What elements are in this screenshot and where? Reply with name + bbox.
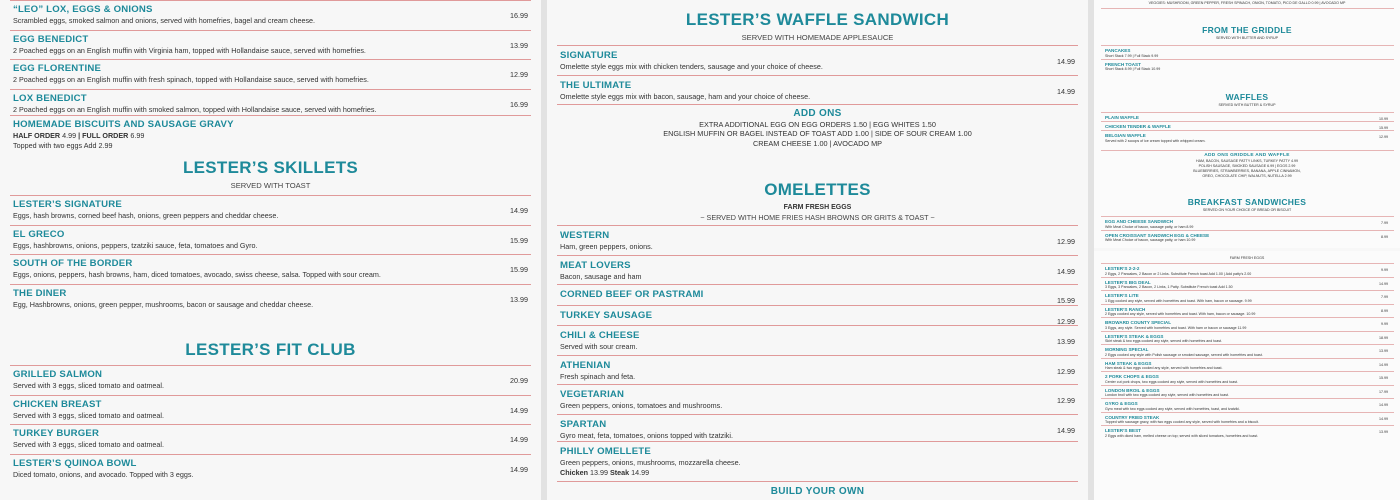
specialties-list — [0, 0, 541, 118]
item-price: 9.99 — [1381, 268, 1388, 272]
menu-item — [557, 325, 1078, 355]
menu-item — [557, 225, 1078, 255]
steak-price: 14.99 — [631, 468, 650, 477]
item-name: SIGNATURE — [560, 50, 618, 61]
menu-item — [557, 414, 1078, 444]
breakfast-sandwiches-list — [1094, 216, 1400, 243]
farm-fresh-subtitle: FARM FRESH EGGS — [1229, 256, 1265, 260]
lower-panel — [1094, 251, 1400, 500]
item-price: 14.99 — [510, 435, 528, 444]
item-price: 12.99 — [1379, 135, 1388, 139]
item-name: 2 PORK CHOPS & EGGS — [1105, 374, 1159, 379]
item-desc: Eggs, hash browns, corned beef hash, onions, green peppers and cheddar cheese. — [13, 211, 279, 220]
menu-item — [1101, 121, 1394, 130]
steak-label: Steak — [609, 468, 630, 477]
item-name: WESTERN — [560, 230, 610, 241]
menu-item — [1101, 304, 1394, 318]
item-desc: Center cut pork chops, two eggs cooked any style, served with homefries and toast. — [1105, 379, 1239, 384]
item-name: ATHENIAN — [560, 359, 611, 371]
item-name: LESTER’S QUINOA BOWL — [13, 457, 137, 469]
omelettes-subtitle-1: FARM FRESH EGGS — [783, 204, 852, 211]
eggs-list — [1094, 263, 1400, 439]
item-desc: 1 Egg cooked any style, served with homefries and toast. With ham, bacon or sausage. 9.99 — [1105, 298, 1252, 303]
item-price: 17.99 — [1379, 389, 1388, 394]
item-name: HOMEMADE BISCUITS AND SAUSAGE GRAVY — [13, 119, 234, 130]
menu-item — [557, 384, 1078, 414]
menu-item — [557, 255, 1078, 285]
item-price: 14.99 — [510, 206, 528, 215]
upper-panel — [1094, 0, 1400, 248]
item-price: 15.99 — [1379, 126, 1388, 130]
addons-griddle-title: ADD ONS GRIDDLE AND WAFFLE — [1204, 153, 1290, 158]
menu-item — [10, 284, 531, 314]
item-desc: Eggs, hashbrowns, onions, peppers, tzatziki sauce, feta, tomatoes and Gyro. — [13, 240, 258, 250]
menu-item — [10, 225, 531, 255]
item-desc: Green peppers, onions, tomatoes and mushrooms. — [560, 401, 723, 410]
item-name: TURKEY BURGER — [13, 428, 100, 439]
addons-line: HAM, BACON, SAUSAGE PATTY LINKS, TURKEY PATTY 4.99 — [1196, 159, 1298, 163]
item-desc: Served with 2 scoops of ice cream topped with whipped cream. — [1105, 138, 1206, 143]
item-desc: 2 Eggs cooked any style, served with homefries and toast. With ham, bacon or sausage. 10.99 — [1105, 312, 1256, 316]
menu-item — [1101, 398, 1394, 412]
item-name: LESTER’S LITE — [1105, 293, 1139, 298]
menu-item — [10, 454, 531, 484]
waffle-sandwich-subtitle: SERVED WITH HOMEMADE APPLESAUCE — [741, 33, 894, 42]
item-price: 16.99 — [510, 11, 528, 20]
addons-line: OREO, CHOCOLATE CHIP, WALNUTS, NUTELLA 2.99 — [1202, 174, 1292, 178]
menu-item — [10, 395, 531, 425]
item-price: 13.99 — [510, 40, 528, 50]
item-price: 14.99 — [1057, 57, 1075, 66]
item-name: LESTER’S RANCH — [1105, 306, 1146, 312]
item-desc: London broil with two eggs cooked any style, served with homefries and toast. — [1105, 393, 1230, 397]
chicken-label: Chicken — [560, 468, 588, 477]
item-price: 14.99 — [1379, 281, 1388, 286]
item-desc: Served with sour cream. — [560, 342, 638, 351]
item-price: 14.99 — [1379, 416, 1388, 421]
item-name: CHICKEN TENDER & WAFFLE — [1105, 124, 1171, 129]
item-price: 14.99 — [510, 405, 528, 415]
menu-item — [10, 89, 531, 119]
addons-line: EXTRA ADDITIONAL EGG ON EGG ORDERS 1.50 | EGG WHITES 1.50 — [699, 120, 936, 129]
item-price: 14.99 — [1057, 86, 1075, 96]
order-separator: | — [78, 131, 81, 140]
menu-item — [1101, 358, 1394, 372]
item-desc: Short Stack 8.99 | Full Stack 10.99 — [1105, 67, 1161, 71]
omelettes-title: OMELETTES — [764, 180, 871, 199]
item-desc: 3 Eggs, any style. Served with homefries and toast. With ham or bacon or sausage 11.99 — [1105, 325, 1247, 330]
item-name: THE ULTIMATE — [560, 79, 632, 91]
waffle-sandwich-title: LESTER’S WAFFLE SANDWICH — [685, 10, 950, 29]
item-name: CHICKEN BREAST — [13, 398, 102, 410]
menu-item — [557, 355, 1078, 385]
item-name: BROWARD COUNTY SPECIAL — [1105, 320, 1172, 325]
item-desc: Served with 3 eggs, sliced tomato and oatmeal. — [13, 410, 165, 420]
item-desc: Omelette style eggs mix with bacon, sausage, ham and your choice of cheese. — [560, 91, 811, 101]
item-price: 15.99 — [1057, 296, 1075, 305]
menu-item — [1101, 425, 1394, 439]
item-desc: Eggs, onions, peppers, hash browns, ham, diced tomatoes, avocado, swiss cheese, salsa. Topped with sour cream. — [13, 270, 381, 279]
menu-item — [10, 30, 531, 60]
item-desc: Served with 3 eggs, sliced tomato and oatmeal. — [13, 440, 165, 449]
item-name: MORNING SPECIAL — [1105, 347, 1149, 352]
item-name: LESTER’S BEST — [1105, 428, 1141, 433]
item-name: SPARTAN — [560, 418, 607, 430]
item-name: LESTER’S SIGNATURE — [13, 199, 122, 210]
menu-item — [1101, 317, 1394, 331]
item-name: LOX BENEDICT — [13, 92, 87, 104]
build-your-own-title: BUILD YOUR OWN — [770, 486, 865, 497]
item-name: GRILLED SALMON — [13, 369, 103, 380]
item-price: 16.99 — [510, 99, 528, 109]
item-price: 13.99 — [1379, 349, 1388, 353]
item-name: GYRO & EGGS — [1105, 401, 1138, 406]
item-name: SOUTH OF THE BORDER — [13, 258, 133, 269]
addons-text — [547, 120, 1088, 148]
item-price: 13.99 — [1057, 337, 1075, 346]
item-price: 9.99 — [1381, 322, 1388, 326]
menu-item — [10, 0, 531, 30]
item-name: COUNTRY FRIED STEAK — [1105, 414, 1160, 420]
waffles-title: WAFFLES — [1225, 92, 1269, 102]
item-name: EGG AND CHEESE SANDWICH — [1105, 219, 1173, 224]
menu-item — [557, 45, 1078, 75]
menu-item — [10, 59, 531, 89]
item-price: 15.99 — [510, 235, 528, 245]
item-desc: Omelette style eggs mix with chicken tenders, sausage and your choice of cheese. — [560, 62, 823, 71]
addons-line: ENGLISH MUFFIN OR BAGEL INSTEAD OF TOAST ADD 1.00 | SIDE OF SOUR CREAM 1.00 — [663, 129, 972, 139]
item-price: 15.99 — [510, 265, 528, 274]
divider — [557, 481, 1078, 482]
item-name: “LEO” LOX, EGGS & ONIONS — [13, 4, 153, 15]
item-name: EGG FLORENTINE — [13, 63, 102, 74]
item-price: 14.99 — [1379, 362, 1388, 367]
chicken-price: 13.99 — [589, 468, 608, 477]
menu-item — [1101, 130, 1394, 144]
menu-item — [1101, 216, 1394, 230]
waffles-list — [1094, 112, 1400, 144]
item-desc: With Meat Choice of bacon, sausage patty, or ham 10.99 — [1105, 238, 1196, 242]
item-name: EL GRECO — [13, 228, 65, 240]
menu-item — [1101, 230, 1394, 244]
divider — [1101, 150, 1394, 151]
item-name: TURKEY SAUSAGE — [560, 309, 653, 321]
item-desc: Ham steak & two eggs cooked any style, served with homefries and toast. — [1105, 366, 1223, 370]
item-desc: 2 Poached eggs on an English muffin with Virginia ham, topped with Hollandaise sauce, served with homefries. — [13, 45, 366, 55]
griddle-title: FROM THE GRIDDLE — [1202, 25, 1292, 35]
item-name: EGG BENEDICT — [13, 33, 89, 45]
item-options — [560, 468, 1078, 477]
biscuits-item — [10, 115, 531, 153]
item-desc: 2 Eggs cooked any style with Polish sausage or smoked sausage, served with homefries and toast. — [1105, 352, 1263, 357]
menu-item — [1101, 45, 1394, 59]
half-order-price: 4.99 — [62, 131, 77, 140]
item-desc: Served with 3 eggs, sliced tomato and oatmeal. — [13, 381, 165, 390]
item-price: 14.99 — [510, 464, 528, 474]
omelettes-list — [547, 225, 1088, 443]
menu-item — [1101, 331, 1394, 345]
item-price: 14.99 — [1057, 266, 1075, 276]
item-price: 10.99 — [1379, 117, 1388, 121]
item-desc: Egg, Hashbrowns, onions, green pepper, mushrooms, bacon or sausage and cheddar cheese. — [13, 299, 314, 309]
item-desc: Short Stack 7.99 | Full Stack 9.99 — [1105, 53, 1159, 58]
item-desc: Scrambled eggs, smoked salmon and onions, served with homefries, bagel and cream cheese. — [13, 16, 316, 25]
menu-page-2 — [547, 0, 1088, 500]
addons-line: POLISH SAUSAGE, SMOKED SAUSAGE 6.99 | EGGS 2.99 — [1198, 164, 1296, 168]
divider — [557, 104, 1078, 105]
menu-item — [557, 305, 1078, 326]
item-desc — [13, 131, 531, 140]
item-name: MEAT LOVERS — [560, 259, 631, 271]
menu-item — [10, 365, 531, 395]
menu-page-1 — [0, 0, 541, 500]
breakfast-sandwiches-subtitle: SERVED ON YOUR CHOICE OF BREAD OR BISCUIT — [1202, 208, 1292, 212]
item-price: 14.99 — [1379, 403, 1388, 407]
griddle-subtitle: SERVED WITH BUTTER AND SYRUP — [1215, 36, 1279, 40]
menu-item — [1101, 290, 1394, 304]
waffles-subtitle: SERVED WITH BUTTER & SYRUP — [1218, 103, 1276, 107]
item-desc: 2 Poached eggs on an English muffin with fresh spinach, topped with Hollandaise sauce, served with homefries. — [13, 75, 369, 84]
item-desc: 2 Eggs, 2 Pancakes, 2 Bacon or 2 Links. Substitute French toast Add 1.00 | Add patty's 2.00 — [1105, 271, 1252, 276]
breakfast-sandwiches-title: BREAKFAST SANDWICHES — [1187, 197, 1307, 207]
full-order-price: 6.99 — [130, 131, 145, 140]
addons-line: BLUEBERRIES, STRAWBERRIES, BANANA, APPLE CINNAMON, — [1193, 169, 1301, 173]
item-name: LONDON BROIL & EGGS — [1105, 387, 1160, 393]
item-desc: Ham, green peppers, onions. — [560, 242, 653, 251]
item-name: PANCAKES — [1105, 48, 1131, 53]
menu-item — [1101, 277, 1394, 291]
item-name: BELGIAN WAFFLE — [1105, 133, 1146, 138]
item-desc: Bacon, sausage and ham — [560, 271, 642, 281]
item-desc: Gyro meat with two eggs cooked any style, served with homefries, toast, and tzatziki. — [1105, 406, 1241, 411]
griddle-list — [1094, 45, 1400, 72]
menu-item — [1101, 59, 1394, 73]
philly-omelette-item — [557, 441, 1078, 481]
item-price: 12.99 — [1057, 396, 1075, 405]
item-name: THE DINER — [13, 287, 67, 299]
item-name: FRENCH TOAST — [1105, 61, 1141, 67]
item-price: 13.99 — [510, 294, 528, 304]
item-price: 15.99 — [1379, 376, 1388, 380]
item-name: HAM STEAK & EGGS — [1105, 360, 1152, 366]
item-name: VEGETARIAN — [560, 389, 625, 400]
half-order-label: HALF ORDER — [13, 131, 61, 140]
item-price: 7.99 — [1381, 221, 1388, 225]
item-price: 12.99 — [1057, 316, 1075, 326]
skillets-list — [0, 195, 541, 313]
item-desc: Gyro meat, feta, tomatoes, onions topped with tzatziki. — [560, 430, 733, 440]
item-price: 13.99 — [1379, 430, 1388, 434]
item-price: 7.99 — [1381, 295, 1388, 299]
menu-item — [10, 254, 531, 284]
item-name: OPEN CROISSANT SANDWICH EGG & CHEESE — [1105, 232, 1210, 238]
item-price: 8.99 — [1381, 308, 1388, 313]
item-name: LESTER’S 2-2-2 — [1105, 266, 1140, 271]
item-price: 18.99 — [1379, 335, 1388, 340]
item-name: CHILI & CHEESE — [560, 330, 640, 341]
item-extra: Topped with two eggs Add 2.99 — [13, 141, 113, 150]
item-price: 12.99 — [510, 70, 528, 79]
menu-item — [1101, 412, 1394, 426]
full-order-label: FULL ORDER — [82, 131, 129, 140]
item-desc: With Meat Choice of bacon, sausage patty, or ham 8.99 — [1105, 224, 1194, 229]
item-desc: Fresh spinach and feta. — [560, 371, 636, 381]
item-desc: 2 Poached eggs on an English muffin with smoked salmon, topped with Hollandaise sauce, served with homefries. — [13, 104, 377, 114]
item-name: CORNED BEEF OR PASTRAMI — [560, 289, 704, 300]
item-price: 8.99 — [1381, 234, 1388, 239]
menu-item — [1101, 344, 1394, 358]
menu-item — [557, 284, 1078, 305]
item-price: 14.99 — [1057, 425, 1075, 435]
item-price: 12.99 — [1057, 237, 1075, 246]
item-name: PLAIN WAFFLE — [1105, 115, 1139, 120]
item-name: LESTER’S BIG DEAL — [1105, 279, 1151, 285]
menu-item — [1101, 385, 1394, 399]
item-name: PHILLY OMELLETE — [560, 446, 651, 457]
divider — [1101, 8, 1394, 9]
skillets-subtitle: SERVED WITH TOAST — [230, 181, 311, 190]
item-desc: 3 Eggs, 3 Pancakes, 2 Bacon, 2 Links, 1 Patty. Substitute French toast Add 1.50 — [1105, 285, 1233, 289]
veggies-text: VEGGIES: MUSHROOM, GREEN PEPPER, FRESH SPINACH, ONION, TOMATO, PICO DE GALLO 0.99 | AVOCADO MP — [1148, 1, 1346, 5]
item-desc: 2 Eggs with diced ham, melted cheese on top; served with sliced tomatoes, homefries and toast. — [1105, 433, 1259, 438]
menu-item — [1101, 112, 1394, 121]
item-desc: Skirt steak & two eggs cooked any style, served with homefries and toast. — [1105, 339, 1223, 343]
skillets-title: LESTER’S SKILLETS — [182, 158, 359, 177]
item-desc: Topped with sausage gravy, with two eggs cooked any style, served with homefries and a biscuit. — [1105, 420, 1259, 424]
menu-item — [10, 195, 531, 225]
item-desc: Diced tomato, onions, and avocado. Topped with 3 eggs. — [13, 469, 194, 479]
menu-item — [1101, 263, 1394, 277]
item-name: LESTER’S STEAK & EGGS — [1105, 333, 1164, 339]
menu-item — [10, 424, 531, 454]
addons-line: CREAM CHEESE 1.00 | AVOCADO MP — [752, 138, 883, 148]
item-price: 12.99 — [1057, 366, 1075, 376]
fitclub-list — [0, 365, 541, 483]
item-desc: Green peppers, onions, mushrooms, mozzarella cheese. — [560, 458, 741, 467]
fitclub-title: LESTER’S FIT CLUB — [185, 340, 356, 359]
addons-griddle-text — [1094, 159, 1400, 179]
menu-item — [557, 75, 1078, 105]
addons-title: ADD ONS — [793, 108, 842, 119]
omelettes-subtitle-2: ~ SERVED WITH HOME FRIES HASH BROWNS OR GRITS & TOAST ~ — [700, 213, 935, 222]
menu-item — [1101, 371, 1394, 385]
waffle-sandwich-list — [547, 45, 1088, 104]
item-price: 20.99 — [510, 376, 528, 385]
menu-page-3 — [1094, 0, 1400, 500]
